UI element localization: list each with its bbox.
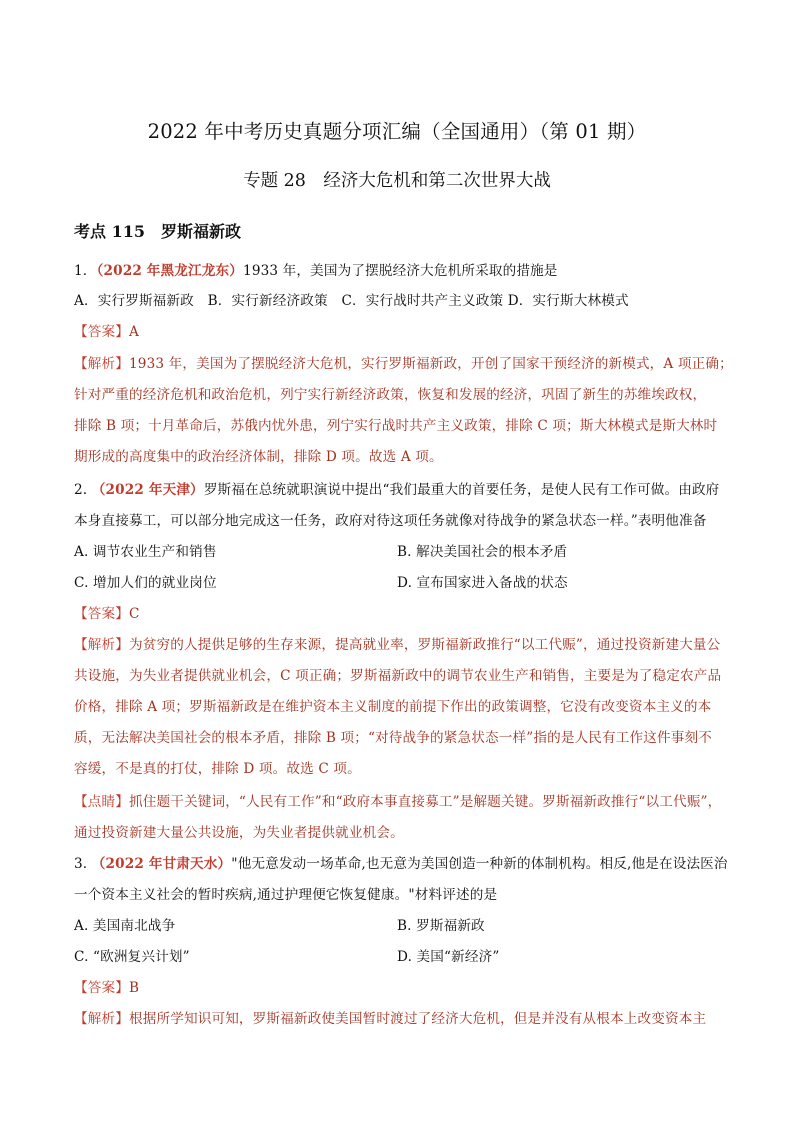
- q2-source: （2022 年天津）: [91, 482, 204, 498]
- q1-answer: A: [128, 324, 139, 340]
- q2-comment-tag: 【点睛】: [74, 794, 129, 810]
- q1-number: 1．: [74, 263, 97, 279]
- q2-answer-tag: 【答案】: [74, 606, 129, 622]
- q1-analysis-line-1: [74, 352, 734, 372]
- q1-analysis-line-4: 期形成的高度集中的政治经济体制，排除 D 项。故选 A 项。: [74, 449, 443, 465]
- q2-answer: C: [128, 606, 140, 622]
- q1-analysis-line-3: 排除 B 项；十月革命后，苏俄内忧外患，列宁实行战时共产主义政策，排除 C 项；斯大林模式是斯大林时: [74, 418, 718, 434]
- q2-analysis-text-1: 为贫穷的人提供足够的生存来源，提高就业率，罗斯福新政推行“以工代赈”，通过投资新建大量公: [128, 637, 721, 653]
- q3-source: （2022 年甘肃天水）: [91, 856, 232, 872]
- q2-analysis-line-5: 容缓，不是真的打仗，排除 D 项。故选 C 项。: [74, 761, 361, 777]
- q1-analysis-tag: 【解析】: [74, 356, 129, 372]
- section-heading: 考点 115 罗斯福新政: [74, 222, 241, 241]
- q3-answer-line: [74, 976, 734, 996]
- q2-option-b: B. 解决美国社会的根本矛盾: [397, 544, 568, 560]
- q3-stem-line-1: [74, 852, 734, 872]
- q3-stem-line-2: 一个资本主义社会的暂时疾病,通过护理便它恢复健康。"材料评述的是: [74, 887, 498, 903]
- q3-stem-1: "他无意发动一场革命,也无意为美国创造一种新的体制机构。相反,他是在设法医治: [231, 856, 728, 872]
- q2-analysis-line-3: 价格，排除 A 项；罗斯福新政是在维护资本主义制度的前提下作出的政策调整，它没有改变资本主义的本: [74, 699, 712, 715]
- q3-analysis-text-1: 根据所学知识可知，罗斯福新政使美国暂时渡过了经济大危机，但是并没有从根本上改变资本主: [128, 1011, 707, 1027]
- q3-option-c: C. “欧洲复兴计划”: [74, 949, 190, 965]
- q2-number: 2.: [74, 482, 88, 498]
- q1-analysis-text-1: 1933 年，美国为了摆脱经济大危机，实行罗斯福新政，开创了国家干预经济的新模式，A 项正确；: [128, 356, 733, 372]
- q2-comment-text-1: 抓住题干关键词，“人民有工作”和“政府本事直接募工”是解题关键。罗斯福新政推行“以工代赈”，: [128, 794, 722, 810]
- q3-answer-tag: 【答案】: [74, 980, 129, 996]
- q2-option-c: C. 增加人们的就业岗位: [74, 575, 217, 591]
- q2-option-d: D. 宣布国家进入备战的状态: [397, 575, 568, 591]
- q2-analysis-tag: 【解析】: [74, 637, 129, 653]
- q3-option-d: D. 美国“新经济”: [397, 949, 500, 965]
- q2-stem-1: 罗斯福在总统就职演说中提出“我们最重大的首要任务，是使人民有工作可做。由政府: [203, 482, 720, 498]
- q1-options: A．实行罗斯福新政 B．实行新经济政策 C．实行战时共产主义政策 D．实行斯大林模式: [74, 293, 629, 309]
- q2-answer-line: [74, 602, 734, 622]
- q3-answer: B: [128, 980, 140, 996]
- q3-analysis-line-1: [74, 1007, 734, 1027]
- q2-stem-line-2: 本身直接募工，可以部分地完成这一任务，政府对待这项任务就像对待战争的紧急状态一样。”表明他准备: [74, 513, 707, 529]
- q3-option-a: A. 美国南北战争: [74, 918, 176, 934]
- q2-comment-line-2: 通过投资新建大量公共设施，为失业者提供就业机会。: [74, 825, 404, 841]
- q1-answer-line: [74, 320, 734, 340]
- q1-stem: 1933 年，美国为了摆脱经济大危机所采取的措施是: [243, 263, 558, 279]
- q2-analysis-line-1: [74, 633, 734, 653]
- q1-source: （2022 年黑龙江龙东）: [96, 263, 244, 279]
- q2-analysis-line-4: 质，无法解决美国社会的根本矛盾，排除 B 项；“对待战争的紧急状态一样”指的是人民有工作这件事刻不: [74, 730, 713, 746]
- q2-stem-line-1: [74, 478, 734, 498]
- q3-number: 3.: [74, 856, 88, 872]
- q1-answer-tag: 【答案】: [74, 324, 129, 340]
- document-title: 2022 年中考历史真题分项汇编（全国通用）（第 01 期）: [147, 120, 647, 143]
- q2-comment-line-1: [74, 790, 734, 810]
- q2-option-a: A. 调节农业生产和销售: [74, 544, 217, 560]
- q1-stem-line: [74, 259, 734, 279]
- q3-analysis-tag: 【解析】: [74, 1011, 129, 1027]
- document-subtitle: 专题 28 经济大危机和第二次世界大战: [243, 171, 551, 191]
- q2-analysis-line-2: 共设施，为失业者提供就业机会，C 项正确；罗斯福新政中的调节农业生产和销售，主要是为了稳定农产品: [74, 668, 722, 684]
- q1-analysis-line-2: 针对严重的经济危机和政治危机，列宁实行新经济政策，恢复和发展的经济，巩固了新生的苏维埃政权，: [74, 387, 707, 403]
- q3-option-b: B. 罗斯福新政: [397, 918, 485, 934]
